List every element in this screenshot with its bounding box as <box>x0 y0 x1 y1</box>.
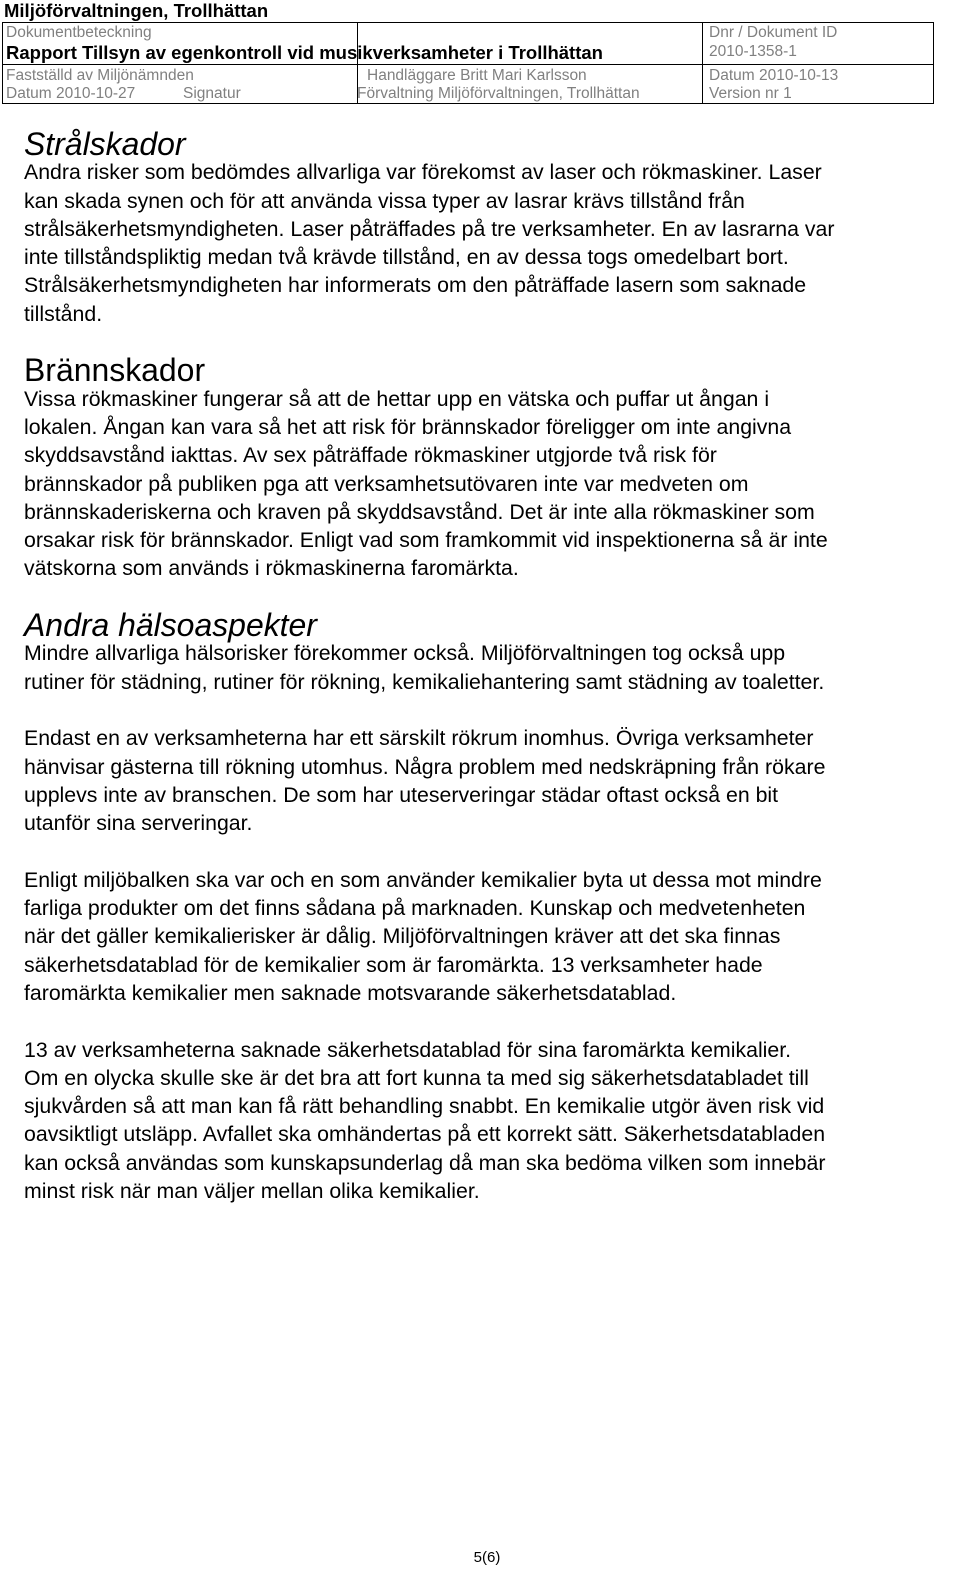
text-line: hänvisar gästerna till rökning utomhus. Några problem med nedskräpning från rökare <box>24 754 826 779</box>
text-line: rutiner för städning, rutiner för rökning, kemikaliehantering samt städning av toaletter. <box>24 669 825 694</box>
text-line: vätskorna som används i rökmaskinerna faromärkta. <box>24 556 519 581</box>
paragraph-brannskador <box>24 385 954 583</box>
text-line: utanför sina serveringar. <box>24 811 253 836</box>
text-line: när det gäller kemikalierisker är dålig. Miljöförvaltningen kräver att det ska finnas <box>24 924 781 949</box>
text-line: tillstånd. <box>24 301 103 326</box>
text-line: skyddsavstånd iakttas. Av sex påträffade rökmaskiner utgjorde två risk för <box>24 443 717 468</box>
text-line: orsakar risk för brännskador. Enligt vad som framkommit vid inspektionerna så är inte <box>24 528 828 553</box>
handler: Handläggare Britt Mari Karlsson <box>367 67 587 84</box>
administration: Förvaltning Miljöförvaltningen, Trollhättan <box>357 85 640 102</box>
document-label: Dokumentbeteckning <box>6 24 152 41</box>
text-line: säkerhetsdatablad för de kemikalier som är faromärkta. 13 verksamheter hade <box>24 952 763 977</box>
section-heading-brannskador: Brännskador <box>24 352 206 389</box>
text-line: oavsiktligt utsläpp. Avfallet ska omhändertas på ett korrekt sätt. Säkerhetsdatabladen <box>24 1122 826 1147</box>
text-line: kan skada synen och för att använda vissa typer av lasrar krävs tillstånd från <box>24 188 745 213</box>
document-body <box>24 126 954 1205</box>
text-line: brännskador på publiken pga att verksamhetsutövaren inte var medveten om <box>24 471 749 496</box>
established-by: Fastställd av Miljönämnden <box>6 67 194 84</box>
dnr-label: Dnr / Dokument ID <box>709 24 838 41</box>
text-line: lokalen. Ångan kan vara så het att risk för brännskador föreligger om inte angivna <box>24 414 792 439</box>
header-divider <box>3 64 933 65</box>
document-header-table <box>2 22 934 104</box>
text-line: Vissa rökmaskiner fungerar så att de hettar upp en vätska och puffar ut ångan i <box>24 386 770 411</box>
date-issued: Datum 2010-10-13 <box>709 67 839 84</box>
dnr-value: 2010-1358-1 <box>709 43 797 60</box>
text-line: Mindre allvarliga hälsorisker förekommer också. Miljöförvaltningen tog också upp <box>24 641 786 666</box>
text-line: kan också användas som kunskapsunderlag då man ska bedöma vilken som innebär <box>24 1150 826 1175</box>
text-line: sjukvården så att man kan få rätt behandling snabbt. En kemikalie utgör även risk vid <box>24 1094 825 1119</box>
text-line: upplevs inte av branschen. De som har uteserveringar städar oftast också en bit <box>24 782 779 807</box>
paragraph-rokrum <box>24 724 954 837</box>
text-line: Om en olycka skulle ske är det bra att fort kunna ta med sig säkerhetsdatabladet till <box>24 1065 809 1090</box>
version: Version nr 1 <box>709 85 792 102</box>
text-line: 13 av verksamheterna saknade säkerhetsdatablad för sina faromärkta kemikalier. <box>24 1037 792 1062</box>
date-established: Datum 2010-10-27 <box>6 85 136 102</box>
text-line: faromärkta kemikalier men saknade motsvarande säkerhetsdatablad. <box>24 980 677 1005</box>
signature-label: Signatur <box>183 85 241 102</box>
section-heading-stralskador: Strålskador <box>24 126 186 162</box>
text-line: minst risk när man väljer mellan olika kemikalier. <box>24 1178 480 1203</box>
paragraph-sakerhetsdatablad <box>24 1036 954 1206</box>
text-line: Andra risker som bedömdes allvarliga var förekomst av laser och rökmaskiner. Laser <box>24 160 822 185</box>
text-line: inte tillståndspliktig medan två krävde tillstånd, en av dessa togs omedelbart bort. <box>24 245 789 270</box>
paragraph-stralskador <box>24 158 954 328</box>
text-line: strålsäkerhetsmyndigheten. Laser påträffades på tre verksamheter. En av lasrarna var <box>24 216 835 241</box>
page-number: 5(6) <box>473 1549 501 1566</box>
text-line: Enligt miljöbalken ska var och en som använder kemikalier byta ut dessa mot mindre <box>24 867 822 892</box>
organization-name: Miljöförvaltningen, Trollhättan <box>4 0 269 21</box>
paragraph-kemikalier <box>24 866 954 1007</box>
header-divider <box>702 23 703 103</box>
text-line: farliga produkter om det finns sådana på marknaden. Kunskap och medvetenheten <box>24 896 806 921</box>
report-title: Rapport Tillsyn av egenkontroll vid musikverksamheter i Trollhättan <box>6 42 603 63</box>
paragraph-halsoaspekter <box>24 639 954 696</box>
text-line: Endast en av verksamheterna har ett särskilt rökrum inomhus. Övriga verksamheter <box>24 726 814 751</box>
text-line: brännskaderiskerna och kraven på skyddsavstånd. Det är inte alla rökmaskiner som <box>24 499 815 524</box>
text-line: Strålsäkerhetsmyndigheten har informerats om den påträffade lasern som saknade <box>24 273 807 298</box>
section-heading-halsoaspekter: Andra hälsoaspekter <box>24 607 317 644</box>
